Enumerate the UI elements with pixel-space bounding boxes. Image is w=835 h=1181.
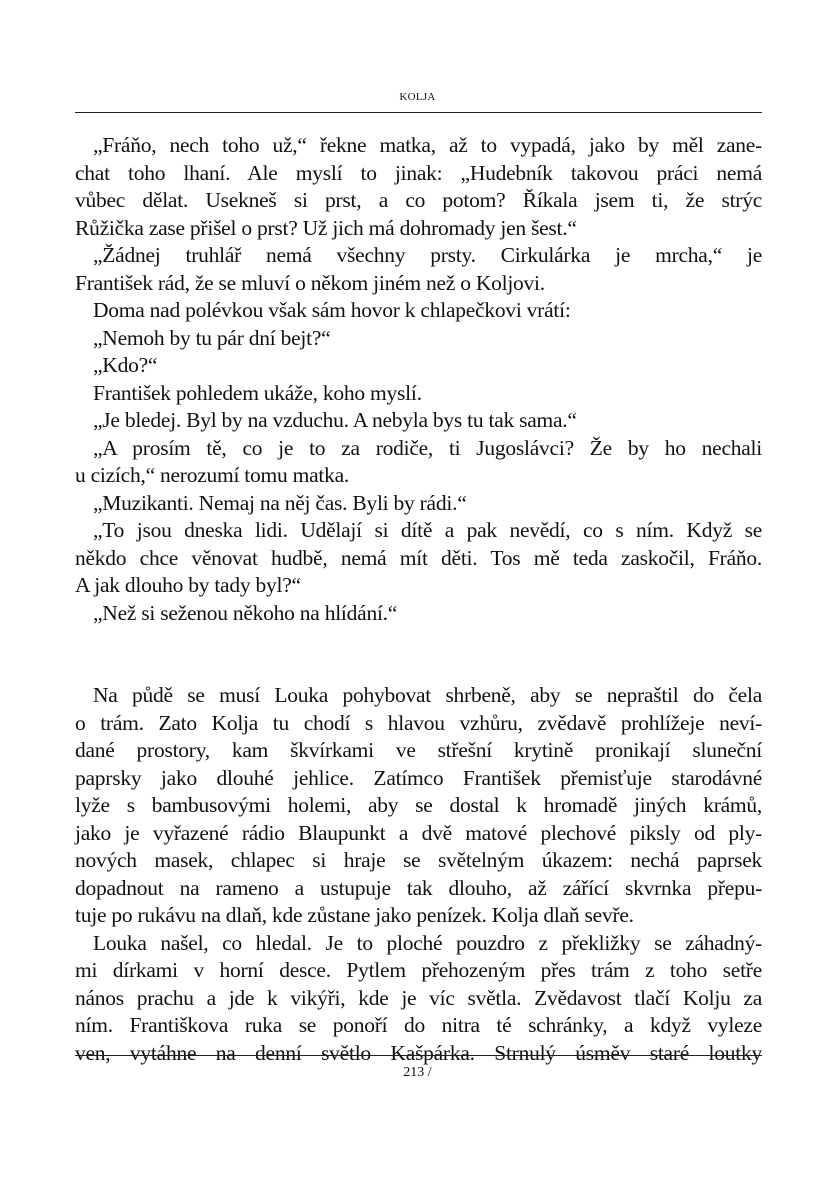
text-line: Růžička zase přišel o prst? Už jich má dohromady jen šest.“ [75,215,577,240]
text-line: „Nemoh by tu pár dní bejt?“ [93,325,331,350]
text-line: „Fráňo, nech toho už,“ řekne matka, až to vypadá, jako by měl zane- [93,133,762,157]
text-line: Na půdě se musí Louka pohybovat shrbeně, aby se nepraštil do čela [93,683,762,707]
text-line: jako je vyřazené rádio Blaupunkt a dvě matové plechové piksly od ply- [75,820,762,845]
paragraph [75,930,762,1068]
paragraph [75,682,762,930]
paragraph [75,132,762,242]
header-rule [75,112,762,113]
text-line: vůbec dělat. Usekneš si prst, a co potom? Říkala jsem ti, že strýc [75,188,762,212]
text-line: lyže s bambusovými holemi, aby se dostal k hromadě jiných krámů, [75,793,762,817]
text-line: „Žádnej truhlář nemá všechny prsty. Cirkulárka je mrcha,“ je [93,243,762,267]
text-line: ven, vytáhne na denní světlo Kašpárka. Strnulý úsměv staré loutky [75,1040,762,1065]
text-line: dané prostory, kam škvírkami ve střešní krytině pronikají sluneční [75,738,762,762]
text-line: „Muzikanti. Nemaj na něj čas. Byli by rádi.“ [93,490,467,515]
paragraph [75,242,762,297]
text-line: „Je bledej. Byl by na vzduchu. A nebyla bys tu tak sama.“ [93,408,577,432]
body-text [75,132,762,1067]
paragraph [75,490,762,518]
text-line: A jak dlouho by tady byl?“ [75,573,301,597]
text-line: nových masek, chlapec si hraje se světelným úkazem: nechá paprsek [75,848,762,872]
text-line: někdo chce věnovat hudbě, nemá mít děti. Tos mě teda zaskočil, Fráňo. [75,545,762,570]
paragraph [75,517,762,600]
text-line: František rád, že se mluví o někom jiném než o Koljovi. [75,270,545,295]
running-head-title: KOLJA [399,91,436,103]
text-line: dopadnout na rameno a ustupuje tak dlouho, až zářící skvrnka přepu- [75,875,762,900]
paragraph [75,380,762,408]
text-line: Doma nad polévkou však sám hovor k chlapečkovi vrátí: [93,298,571,322]
text-line: nános prachu a jde k vikýři, kde je víc světla. Zvědavost tlačí Kolju za [75,985,762,1010]
page-number: 213 / [403,1065,432,1080]
paragraph [75,435,762,490]
footer-rule [75,1055,762,1056]
text-line: u cizích,“ nerozumí tomu matka. [75,463,350,487]
paragraph [75,325,762,353]
text-line: Louka našel, co hledal. Je to ploché pouzdro z překližky se záhadný- [93,930,762,955]
paragraph [75,407,762,435]
text-line: o trám. Zato Kolja tu chodí s hlavou vzhůru, zvědavě prohlížeje neví- [75,710,762,735]
text-line: „A prosím tě, co je to za rodiče, ti Jugoslávci? Že by ho nechali [93,435,762,460]
text-line: mi dírkami v horní desce. Pytlem přehozeným přes trám z toho setře [75,958,762,982]
text-line: „To jsou dneska lidi. Udělají si dítě a pak nevědí, co s ním. Když se [93,518,762,542]
text-line: tuje po rukávu na dlaň, kde zůstane jako penízek. Kolja dlaň sevře. [75,903,634,927]
text-line: chat toho lhaní. Ale myslí to jinak: „Hudebník takovou práci nemá [75,160,762,185]
paragraph [75,297,762,325]
paragraph [75,352,762,380]
text-line: paprsky jako dlouhé jehlice. Zatímco František přemisťuje starodávné [75,765,762,790]
text-line: František pohledem ukáže, koho myslí. [93,380,422,405]
text-line: „Než si seženou někoho na hlídání.“ [93,600,398,625]
text-line: ním. Františkova ruka se ponoří do nitra té schránky, a když vyleze [75,1013,762,1037]
text-line: „Kdo?“ [93,353,158,377]
paragraph [75,600,762,628]
